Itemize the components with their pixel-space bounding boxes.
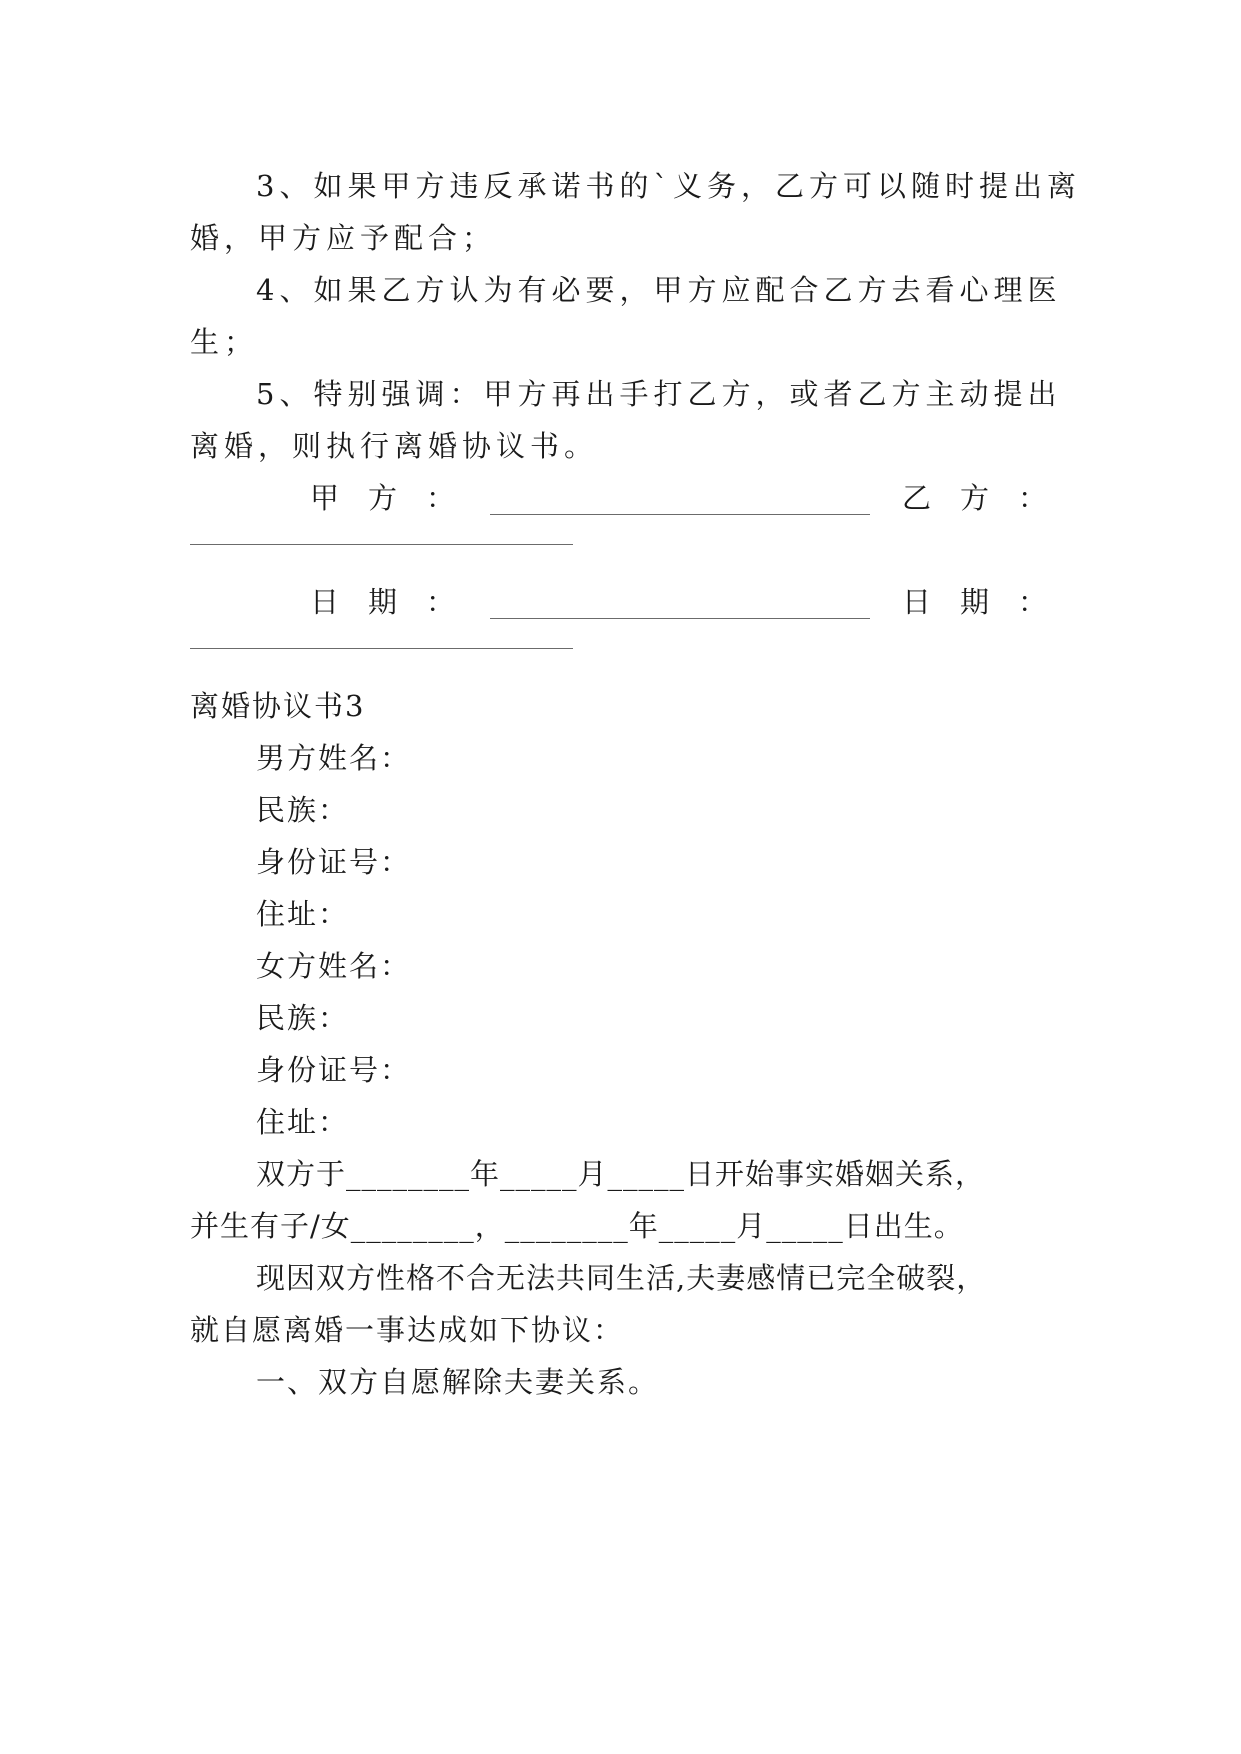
party-b-label: 乙 方 ： [902,481,1048,515]
clause-5-line-2: 离婚，则执行离婚协议书。 [190,429,599,463]
party-signature-row [190,478,1060,518]
reason-line-1: 现因双方性格不合无法共同生活,夫妻感情已完全破裂， [256,1261,987,1295]
female-id-field: 身份证号： [256,1053,412,1087]
clause-3-line-1: 3、如果甲方违反承诺书的`义务，乙方可以随时提出离 [256,169,1081,203]
male-id-field: 身份证号： [256,845,412,879]
male-ethnicity-field: 民族： [256,793,350,827]
female-address-field: 住址： [256,1105,350,1139]
date-b-label: 日 期 ： [902,585,1048,619]
agreement-item-1: 一、双方自愿解除夫妻关系。 [256,1365,660,1399]
agreement-3-title: 离婚协议书3 [190,689,366,723]
date-a-blank [490,618,870,619]
female-ethnicity-field: 民族： [256,1001,350,1035]
reason-line-2: 就自愿离婚一事达成如下协议： [190,1313,625,1347]
marriage-line-2: 并生有子/女________，________年_____月_____日出生。 [190,1209,964,1243]
clause-5-line-1: 5、特别强调：甲方再出手打乙方，或者乙方主动提出 [256,377,1062,411]
clause-4-line-1: 4、如果乙方认为有必要，甲方应配合乙方去看心理医 [256,273,1062,307]
date-b-blank [190,648,573,649]
marriage-line-1: 双方于________年_____月_____日开始事实婚姻关系， [256,1157,986,1191]
male-address-field: 住址： [256,897,350,931]
female-name-field: 女方姓名： [256,949,412,983]
party-a-label: 甲 方 ： [310,481,456,515]
clause-3-line-2: 婚，甲方应予配合； [190,221,497,255]
male-name-field: 男方姓名： [256,741,412,775]
party-b-signature-blank [190,544,573,545]
party-a-signature-blank [490,514,870,515]
date-signature-row [190,582,1060,622]
date-a-label: 日 期 ： [310,585,456,619]
clause-4-line-2: 生； [190,325,259,359]
